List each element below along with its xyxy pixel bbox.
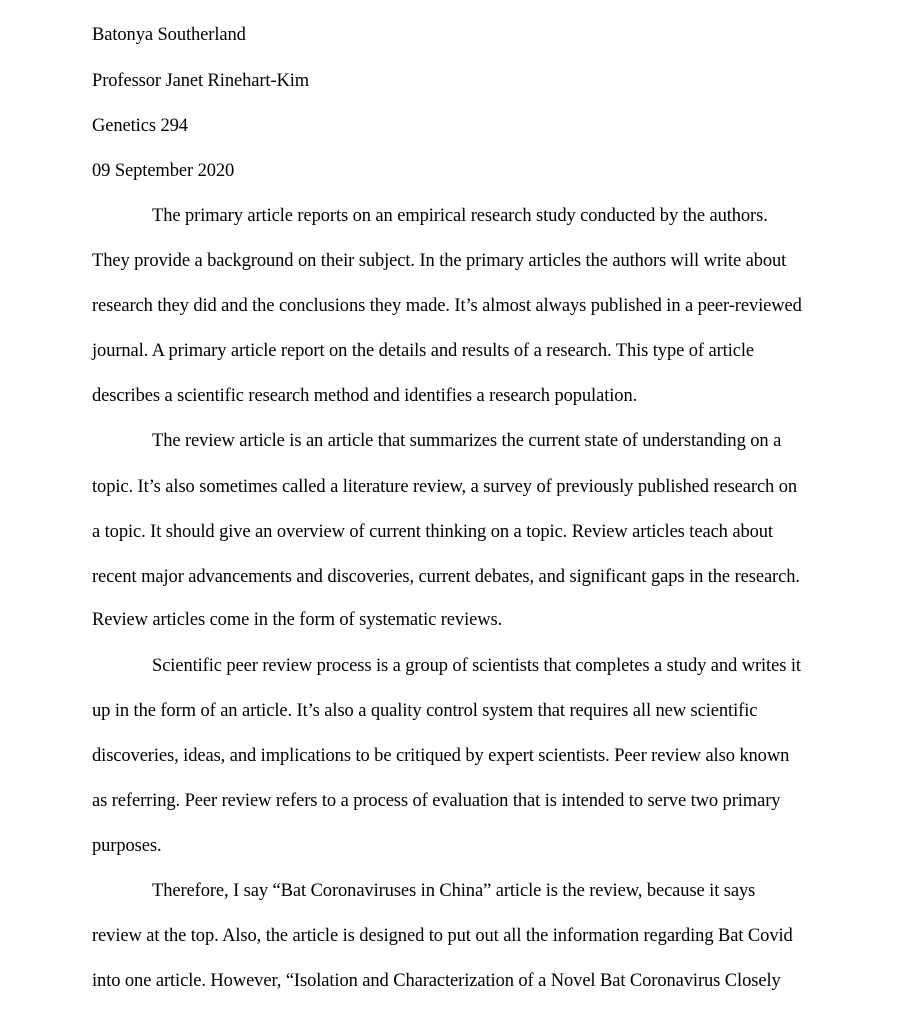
- paragraph-3-line-1: Scientific peer review process is a group of scientists that completes a study and writes it: [152, 656, 801, 676]
- paragraph-1-line-2: They provide a background on their subject. In the primary articles the authors will write about: [92, 251, 787, 271]
- paragraph-2-line-1: The review article is an article that summarizes the current state of understanding on a: [152, 431, 782, 451]
- paragraph-2-line-4: recent major advancements and discoveries, current debates, and significant gaps in the research.: [92, 567, 800, 587]
- course-name: Genetics 294: [92, 116, 188, 136]
- paragraph-3-line-3: discoveries, ideas, and implications to be critiqued by expert scientists. Peer review also known: [92, 746, 790, 766]
- paragraph-2-line-3: a topic. It should give an overview of current thinking on a topic. Review articles teach about: [92, 522, 773, 542]
- paragraph-3-line-4: as referring. Peer review refers to a process of evaluation that is intended to serve two primary: [92, 791, 781, 811]
- paragraph-2-line-2: topic. It’s also sometimes called a literature review, a survey of previously published research on: [92, 477, 798, 497]
- paragraph-1-line-3: research they did and the conclusions they made. It’s almost always published in a peer-reviewed: [92, 296, 802, 316]
- paragraph-4-line-3: into one article. However, “Isolation and Characterization of a Novel Bat Coronavirus Closely: [92, 971, 781, 991]
- paragraph-2-line-5: Review articles come in the form of systematic reviews.: [92, 610, 503, 630]
- paragraph-1-line-1: The primary article reports on an empirical research study conducted by the authors.: [152, 206, 768, 226]
- paragraph-1-line-4: journal. A primary article report on the details and results of a research. This type of article: [92, 341, 754, 361]
- professor-name: Professor Janet Rinehart-Kim: [92, 71, 310, 91]
- paragraph-4-line-2: review at the top. Also, the article is designed to put out all the information regarding Bat Covid: [92, 926, 793, 946]
- document-date: 09 September 2020: [92, 161, 235, 181]
- paragraph-3-line-5: purposes.: [92, 836, 162, 856]
- author-name: Batonya Southerland: [92, 25, 246, 45]
- paragraph-1-line-5: describes a scientific research method and identifies a research population.: [92, 386, 638, 406]
- paragraph-3-line-2: up in the form of an article. It’s also a quality control system that requires all new scientific: [92, 701, 758, 721]
- paragraph-4-line-1: Therefore, I say “Bat Coronaviruses in China” article is the review, because it says: [152, 881, 756, 901]
